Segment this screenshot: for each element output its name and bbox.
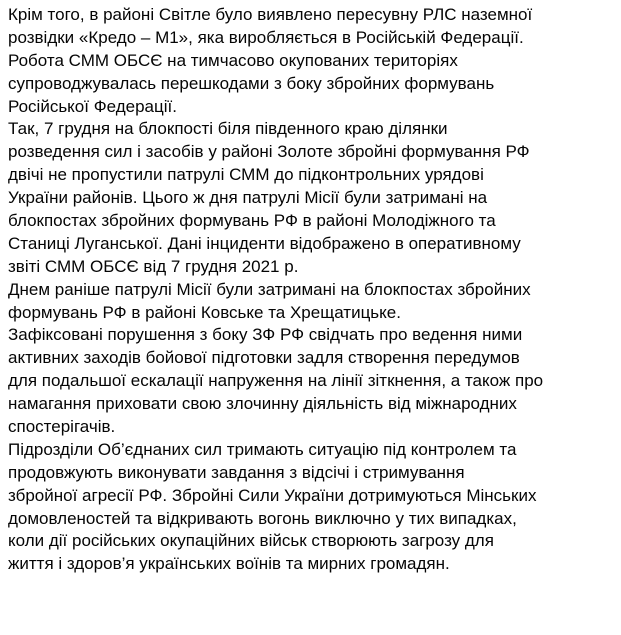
post-text-line: намагання приховати свою злочинну діяльність від міжнародних (8, 394, 517, 414)
post-text-line: збройної агресії РФ. Збройні Сили України дотримуються Мінських (8, 485, 537, 505)
post-text-line: Зафіксовані порушення з боку ЗФ РФ свідчать про ведення ними (8, 325, 523, 345)
post-text-line: коли дії російських окупаційних військ створюють загрозу для (8, 531, 494, 551)
post-text-line: для подальшої ескалації напруження на лінії зіткнення, а також про (8, 371, 544, 391)
post-text-line: домовленостей та відкривають вогонь виключно у тих випадках, (8, 508, 517, 528)
post-text-line: розведення сил і засобів у районі Золоте збройні формування РФ (8, 142, 530, 162)
post-text-line: Підрозділи Об’єднаних сил тримають ситуацію під контролем та (8, 439, 517, 459)
post-text-line: блокпостах збройних формувань РФ в районі Молодіжного та (8, 211, 496, 231)
post-text-line: продовжують виконувати завдання з відсічі і стримування (8, 462, 465, 482)
post-text-line: формувань РФ в районі Ковське та Хрещатицьке. (8, 302, 401, 322)
post-text-line: звіті СММ ОБСЄ від 7 грудня 2021 р. (8, 256, 299, 276)
post-text-line: спостерігачів. (8, 417, 116, 437)
post-text-line: Російської Федерації. (8, 96, 177, 116)
post-text-line: життя і здоров’я українських воїнів та мирних громадян. (8, 554, 450, 574)
post-text-line: двічі не пропустили патрулі СММ до підконтрольних урядові (8, 165, 484, 185)
post-text-line: України районів. Цього ж дня патрулі Місії були затримані на (8, 188, 488, 208)
post-text-line: супроводжувалась перешкодами з боку збройних формувань (8, 73, 495, 93)
post-text-line: активних заходів бойової підготовки задля створення передумов (8, 348, 520, 368)
post-text-line: Так, 7 грудня на блокпості біля південного краю ділянки (8, 119, 448, 139)
post-text-line: Станиці Луганської. Дані інциденти відображено в оперативному (8, 233, 521, 253)
post-text-line: Крім того, в районі Світле було виявлено пересувну РЛС наземної (8, 5, 533, 24)
post-text-line: Робота СММ ОБСЄ на тимчасово окупованих територіях (8, 50, 458, 70)
post-text-line: Днем раніше патрулі Місії були затримані на блокпостах збройних (8, 279, 531, 299)
post-text-line: розвідки «Кредо – М1», яка виробляється в Російській Федерації. (8, 27, 524, 47)
